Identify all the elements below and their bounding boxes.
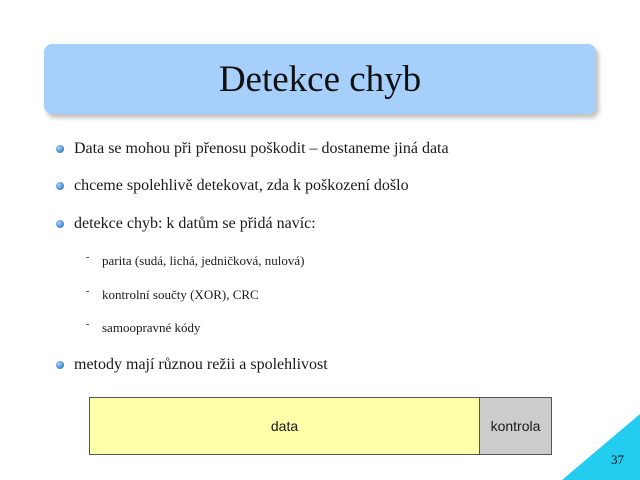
bullet-text: Data se mohou při přenosu poškodit – dostaneme jiná data xyxy=(74,140,449,157)
bullet-text: chceme spolehlivě detekovat, zda k poškození došlo xyxy=(74,177,409,194)
bullet-dot-icon xyxy=(56,182,64,190)
page-number: 37 xyxy=(611,452,624,467)
data-field: data xyxy=(90,398,480,454)
corner-triangle xyxy=(562,414,640,480)
title-banner xyxy=(44,44,596,114)
bullet-text: detekce chyb: k datům se přidá navíc: xyxy=(74,215,316,232)
page-title: Detekce chyb xyxy=(218,58,422,100)
bullet-item xyxy=(56,215,316,233)
sub-bullet-item xyxy=(86,287,259,303)
sub-bullet-text: parita (sudá, lichá, jedničková, nulová) xyxy=(102,253,305,268)
bullet-item xyxy=(56,140,449,158)
sub-bullet-item xyxy=(86,320,201,336)
sub-bullet-text: samoopravné kódy xyxy=(102,320,201,335)
bullet-item xyxy=(56,356,328,374)
bullet-item xyxy=(56,177,409,195)
data-frame-diagram xyxy=(89,397,552,455)
bullet-dot-icon xyxy=(56,220,64,228)
control-field: kontrola xyxy=(480,398,551,454)
bullet-dot-icon xyxy=(56,145,64,153)
bullet-text: metody mají různou režii a spolehlivost xyxy=(74,356,328,373)
sub-bullet-text: kontrolní součty (XOR), CRC xyxy=(102,287,259,302)
bullet-dot-icon xyxy=(56,361,64,369)
dash-icon: - xyxy=(86,286,90,297)
dash-icon: - xyxy=(86,319,90,330)
dash-icon: - xyxy=(86,252,90,263)
sub-bullet-item xyxy=(86,253,305,269)
